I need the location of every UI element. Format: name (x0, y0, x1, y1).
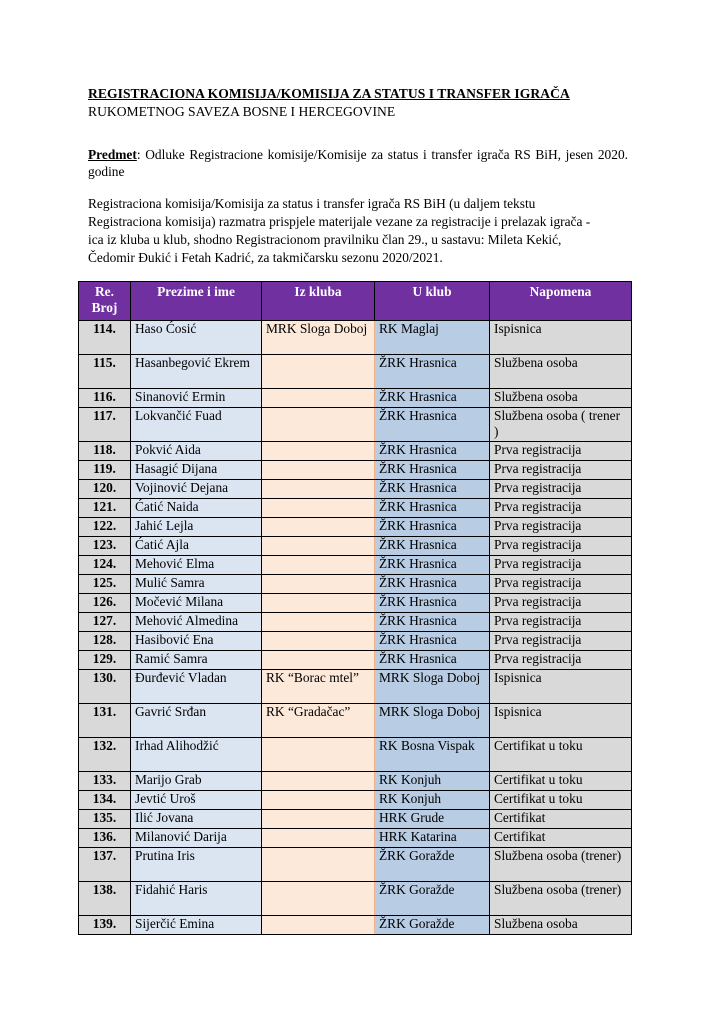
intro-paragraph (88, 195, 628, 267)
cell-note: Prva registracija (490, 499, 632, 518)
cell-note: Ispisnica (490, 704, 632, 738)
table-row (79, 613, 632, 632)
cell-name: Sijerčić Emina (131, 916, 262, 935)
table-row (79, 518, 632, 537)
cell-from-club (262, 442, 375, 461)
cell-note: Prva registracija (490, 594, 632, 613)
cell-name: Vojinović Dejana (131, 480, 262, 499)
cell-to-club: ŽRK Hrasnica (375, 355, 490, 389)
cell-name: Sinanović Ermin (131, 389, 262, 408)
subject-label: Predmet (88, 147, 137, 162)
cell-to-club: RK Bosna Vispak (375, 738, 490, 772)
table-row (79, 651, 632, 670)
cell-from-club (262, 518, 375, 537)
cell-note: Ispisnica (490, 321, 632, 355)
table-row (79, 738, 632, 772)
cell-number: 124. (79, 556, 131, 575)
table-row (79, 355, 632, 389)
cell-name: Ramić Samra (131, 651, 262, 670)
cell-number: 126. (79, 594, 131, 613)
cell-number: 134. (79, 791, 131, 810)
cell-from-club (262, 772, 375, 791)
cell-name: Mehović Almedina (131, 613, 262, 632)
cell-note: Prva registracija (490, 613, 632, 632)
cell-name: Ilić Jovana (131, 810, 262, 829)
cell-name: Mehović Elma (131, 556, 262, 575)
cell-from-club (262, 829, 375, 848)
intro-line: Čedomir Đukić i Fetah Kadrić, za takmičarsku sezonu 2020/2021. (88, 250, 443, 265)
cell-note: Certifikat u toku (490, 772, 632, 791)
header-note: Napomena (490, 282, 632, 321)
table-row (79, 670, 632, 704)
cell-to-club: ŽRK Hrasnica (375, 442, 490, 461)
cell-to-club: ŽRK Hrasnica (375, 556, 490, 575)
cell-to-club: RK Konjuh (375, 772, 490, 791)
cell-note: Prva registracija (490, 480, 632, 499)
cell-to-club: ŽRK Hrasnica (375, 575, 490, 594)
table-row (79, 321, 632, 355)
cell-to-club: ŽRK Hrasnica (375, 651, 490, 670)
cell-number: 130. (79, 670, 131, 704)
cell-number: 120. (79, 480, 131, 499)
cell-from-club (262, 810, 375, 829)
cell-note: Certifikat u toku (490, 738, 632, 772)
cell-note: Službena osoba (trener) (490, 882, 632, 916)
cell-from-club (262, 594, 375, 613)
cell-to-club: MRK Sloga Doboj (375, 670, 490, 704)
cell-note: Prva registracija (490, 518, 632, 537)
intro-line: Registraciona komisija/Komisija za status i transfer igrača RS BiH (u daljem tekstu (88, 196, 536, 211)
table-row (79, 442, 632, 461)
cell-number: 121. (79, 499, 131, 518)
header-to-club: U klub (375, 282, 490, 321)
cell-from-club (262, 738, 375, 772)
table-row (79, 499, 632, 518)
cell-name: Hasanbegović Ekrem (131, 355, 262, 389)
table-row (79, 632, 632, 651)
cell-note: Prva registracija (490, 575, 632, 594)
cell-from-club (262, 791, 375, 810)
cell-to-club: ŽRK Hrasnica (375, 499, 490, 518)
cell-name: Gavrić Srđan (131, 704, 262, 738)
table-row (79, 389, 632, 408)
cell-number: 123. (79, 537, 131, 556)
cell-name: Đurđević Vladan (131, 670, 262, 704)
table-row (79, 810, 632, 829)
cell-note: Prva registracija (490, 632, 632, 651)
cell-to-club: MRK Sloga Doboj (375, 704, 490, 738)
cell-from-club (262, 355, 375, 389)
cell-note: Ispisnica (490, 670, 632, 704)
cell-number: 116. (79, 389, 131, 408)
cell-from-club (262, 537, 375, 556)
table-row (79, 704, 632, 738)
cell-note: Službena osoba (490, 355, 632, 389)
cell-to-club: ŽRK Hrasnica (375, 594, 490, 613)
cell-to-club: ŽRK Hrasnica (375, 480, 490, 499)
cell-note: Certifikat (490, 810, 632, 829)
cell-from-club (262, 882, 375, 916)
cell-number: 114. (79, 321, 131, 355)
cell-name: Močević Milana (131, 594, 262, 613)
cell-name: Jevtić Uroš (131, 791, 262, 810)
cell-number: 117. (79, 408, 131, 442)
intro-line: Registraciona komisija) razmatra prispjele materijale vezane za registracije i prelazak igrača - (88, 214, 591, 229)
cell-number: 115. (79, 355, 131, 389)
cell-number: 127. (79, 613, 131, 632)
cell-to-club: ŽRK Goražde (375, 848, 490, 882)
cell-note: Službena osoba (490, 916, 632, 935)
cell-from-club (262, 556, 375, 575)
cell-note: Certifikat u toku (490, 791, 632, 810)
cell-name: Irhad Alihodžić (131, 738, 262, 772)
cell-note: Certifikat (490, 829, 632, 848)
cell-number: 138. (79, 882, 131, 916)
table-body (79, 321, 632, 935)
cell-note: Prva registracija (490, 651, 632, 670)
cell-to-club: ŽRK Hrasnica (375, 518, 490, 537)
cell-number: 125. (79, 575, 131, 594)
cell-name: Mulić Samra (131, 575, 262, 594)
cell-from-club: MRK Sloga Doboj (262, 321, 375, 355)
cell-from-club (262, 575, 375, 594)
cell-name: Lokvančić Fuad (131, 408, 262, 442)
cell-to-club: ŽRK Hrasnica (375, 461, 490, 480)
cell-to-club: ŽRK Hrasnica (375, 389, 490, 408)
cell-number: 122. (79, 518, 131, 537)
cell-note: Prva registracija (490, 461, 632, 480)
cell-to-club: ŽRK Hrasnica (375, 632, 490, 651)
table-row (79, 829, 632, 848)
table-row (79, 916, 632, 935)
table-row (79, 480, 632, 499)
cell-from-club (262, 499, 375, 518)
cell-to-club: HRK Grude (375, 810, 490, 829)
table-header-row (79, 282, 632, 321)
table-row (79, 537, 632, 556)
table-row (79, 882, 632, 916)
cell-to-club: ŽRK Goražde (375, 882, 490, 916)
cell-note: Službena osoba (trener) (490, 848, 632, 882)
cell-to-club: ŽRK Goražde (375, 916, 490, 935)
cell-note: Prva registracija (490, 537, 632, 556)
cell-name: Prutina Iris (131, 848, 262, 882)
table-row (79, 791, 632, 810)
cell-from-club (262, 461, 375, 480)
table-row (79, 408, 632, 442)
cell-number: 133. (79, 772, 131, 791)
cell-number: 135. (79, 810, 131, 829)
cell-number: 131. (79, 704, 131, 738)
cell-from-club (262, 480, 375, 499)
cell-name: Haso Ćosić (131, 321, 262, 355)
intro-line: ica iz kluba u klub, shodno Registracionom pravilniku član 29., u sastavu: Mileta Kekić, (88, 232, 562, 247)
cell-from-club (262, 651, 375, 670)
cell-from-club: RK “Gradačac” (262, 704, 375, 738)
cell-number: 139. (79, 916, 131, 935)
cell-to-club: ŽRK Hrasnica (375, 408, 490, 442)
cell-number: 132. (79, 738, 131, 772)
table-row (79, 848, 632, 882)
cell-to-club: RK Konjuh (375, 791, 490, 810)
cell-name: Pokvić Aida (131, 442, 262, 461)
table-row (79, 461, 632, 480)
cell-number: 136. (79, 829, 131, 848)
table-row (79, 772, 632, 791)
header-from-club: Iz kluba (262, 282, 375, 321)
cell-to-club: RK Maglaj (375, 321, 490, 355)
cell-name: Hasibović Ena (131, 632, 262, 651)
cell-number: 118. (79, 442, 131, 461)
registration-table (78, 281, 632, 935)
cell-to-club: HRK Katarina (375, 829, 490, 848)
header-number: Re. Broj (79, 282, 131, 321)
cell-from-club (262, 613, 375, 632)
cell-to-club: ŽRK Hrasnica (375, 537, 490, 556)
subject-paragraph (88, 146, 628, 180)
cell-from-club (262, 632, 375, 651)
cell-name: Marijo Grab (131, 772, 262, 791)
cell-note: Službena osoba (490, 389, 632, 408)
document-subtitle: RUKOMETNOG SAVEZA BOSNE I HERCEGOVINE (88, 104, 396, 119)
cell-name: Jahić Lejla (131, 518, 262, 537)
cell-number: 119. (79, 461, 131, 480)
cell-from-club: RK “Borac mtel” (262, 670, 375, 704)
cell-from-club (262, 916, 375, 935)
cell-number: 128. (79, 632, 131, 651)
header-name: Prezime i ime (131, 282, 262, 321)
table-row (79, 575, 632, 594)
document-title: REGISTRACIONA KOMISIJA/KOMISIJA ZA STATUS I TRANSFER IGRAČA (88, 86, 570, 101)
cell-name: Hasagić Dijana (131, 461, 262, 480)
cell-from-club (262, 848, 375, 882)
cell-name: Ćatić Naida (131, 499, 262, 518)
cell-name: Fidahić Haris (131, 882, 262, 916)
cell-number: 129. (79, 651, 131, 670)
cell-number: 137. (79, 848, 131, 882)
cell-note: Službena osoba ( trener ) (490, 408, 632, 442)
cell-name: Ćatić Ajla (131, 537, 262, 556)
cell-note: Prva registracija (490, 442, 632, 461)
cell-from-club (262, 408, 375, 442)
cell-from-club (262, 389, 375, 408)
table-row (79, 556, 632, 575)
subject-text: : Odluke Registracione komisije/Komisije za status i transfer igrača RS BiH, jesen 2020. godine (88, 147, 628, 179)
table-row (79, 594, 632, 613)
cell-to-club: ŽRK Hrasnica (375, 613, 490, 632)
cell-name: Milanović Darija (131, 829, 262, 848)
cell-note: Prva registracija (490, 556, 632, 575)
